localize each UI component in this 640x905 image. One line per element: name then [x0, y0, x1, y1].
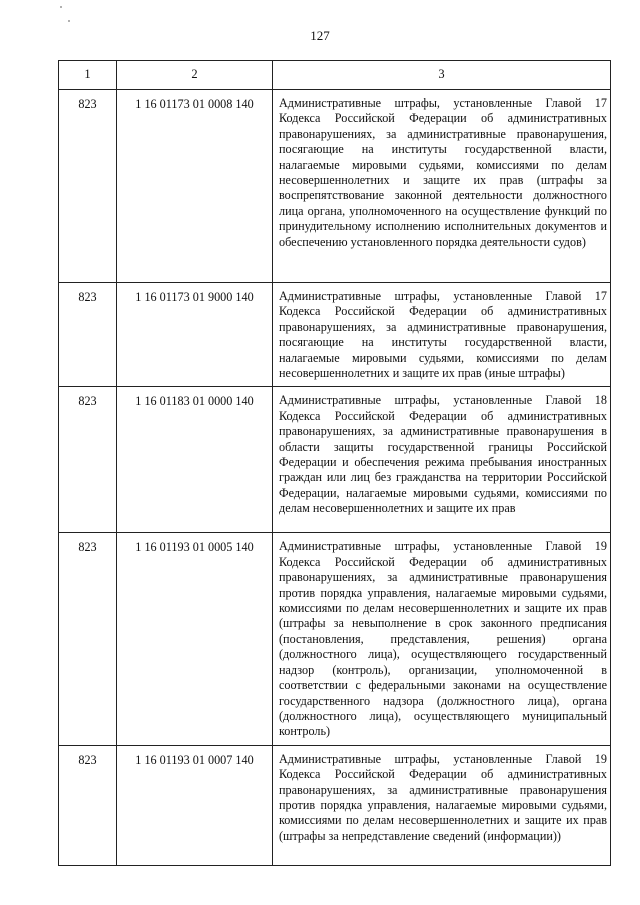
document-table — [58, 60, 611, 866]
description-cell: Административные штрафы, установленные Главой 18 Кодекса Российской Федерации об административных правонарушениях, за административные правонарушения в области защиты государственной границы Российской Федерации и обеспечения режима пребывания иностранных граждан или лиц без гражданства на территории Российской Федерации, налагаемые мировыми судьями, комиссиями по делам несовершеннолетних и защите их прав — [273, 387, 611, 533]
admin-code-cell: 823 — [59, 90, 117, 283]
description-cell: Административные штрафы, установленные Главой 17 Кодекса Российской Федерации об административных правонарушениях, за административные правонарушения, посягающие на институты государственной власти, налагаемые мировыми судьями, комиссиями по делам несовершеннолетних и защите их прав (иные штрафы) — [273, 283, 611, 387]
admin-code-cell: 823 — [59, 387, 117, 533]
table-row — [59, 533, 611, 745]
description-cell: Административные штрафы, установленные Главой 17 Кодекса Российской Федерации об административных правонарушениях, за административные правонарушения, посягающие на институты государственной власти, налагаемые мировыми судьями, комиссиями по делам несовершеннолетних и защите их прав (штрафы за воспрепятствование законной деятельности должностного лица органа, уполномоченного на осуществление функций по принудительному исполнению исполнительных документов и обеспечению установленного порядка деятельности судов) — [273, 90, 611, 283]
budget-code-cell: 1 16 01193 01 0007 140 — [117, 745, 273, 865]
scan-speck — [68, 20, 70, 22]
table-header-row — [59, 61, 611, 90]
admin-code-cell: 823 — [59, 283, 117, 387]
admin-code-cell: 823 — [59, 745, 117, 865]
column-header: 3 — [273, 61, 611, 90]
table-row — [59, 283, 611, 387]
page-number: 127 — [310, 28, 330, 43]
column-header: 2 — [117, 61, 273, 90]
admin-code-cell: 823 — [59, 533, 117, 745]
table-row — [59, 387, 611, 533]
budget-code-cell: 1 16 01173 01 0008 140 — [117, 90, 273, 283]
column-header: 1 — [59, 61, 117, 90]
table-row — [59, 90, 611, 283]
budget-code-cell: 1 16 01193 01 0005 140 — [117, 533, 273, 745]
budget-code-cell: 1 16 01173 01 9000 140 — [117, 283, 273, 387]
description-cell: Административные штрафы, установленные Главой 19 Кодекса Российской Федерации об административных правонарушениях, за административные правонарушения против порядка управления, налагаемые мировыми судьями, комиссиями по делам несовершеннолетних и защите их прав (штрафы за невыполнение в срок законного предписания (постановления, представления, решения) органа (должностного лица), осуществляющего государственный надзор (контроль), организации, уполномоченной в соответствии с федеральными законами на осуществление государственного надзора (должностного лица), органа (должностного лица), осуществляющего муниципальный контроль) — [273, 533, 611, 745]
table-row — [59, 745, 611, 865]
budget-code-cell: 1 16 01183 01 0000 140 — [117, 387, 273, 533]
scan-speck — [60, 6, 62, 8]
description-cell: Административные штрафы, установленные Главой 19 Кодекса Российской Федерации об административных правонарушениях, за административные правонарушения против порядка управления, налагаемые мировыми судьями, комиссиями по делам несовершеннолетних и защите их прав (штрафы за непредставление сведений (информации)) — [273, 745, 611, 865]
